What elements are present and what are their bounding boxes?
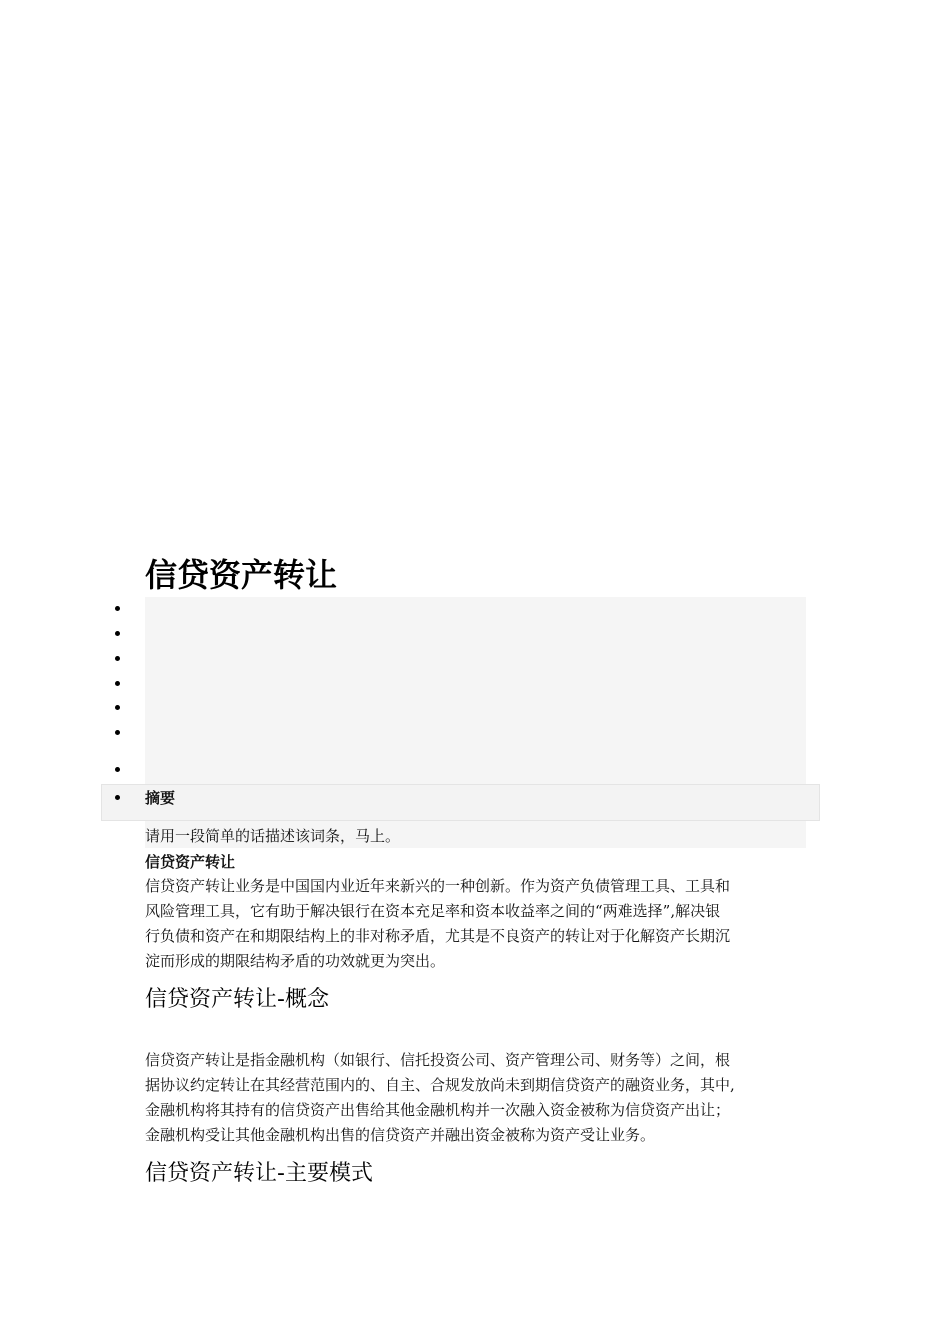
paragraph-line: 风险管理工具，它有助于解决银行在资本充足率和资本收益率之间的“两难选择”,解决银	[145, 902, 721, 920]
paragraph-line: 据协议约定转让在其经营范围内的、自主、合规发放尚未到期信贷资产的融资业务，其中,	[145, 1076, 735, 1094]
summary-bullet	[113, 793, 123, 803]
section-heading-modes: 信贷资产转让-主要模式	[145, 1161, 373, 1186]
paragraph-line: 行负债和资产在和期限结构上的非对称矛盾，尤其是不良资产的转让对于化解资产长期沉	[145, 927, 731, 945]
summary-label[interactable]: 摘要	[145, 789, 176, 807]
paragraph-line: 金融机构受让其他金融机构出售的信贷资产并融出资金被称为资产受让业务。	[145, 1126, 656, 1144]
section-heading-concept: 信贷资产转让-概念	[145, 987, 329, 1012]
paragraph-line: 金融机构将其持有的信贷资产出售给其他金融机构并一次融入资金被称为信贷资产出让；	[145, 1101, 731, 1119]
toc-bullet[interactable]	[113, 629, 123, 639]
paragraph-line: 淀而形成的期限结构矛盾的功效就更为突出。	[145, 952, 446, 970]
toc-item-summary[interactable]	[101, 784, 820, 821]
article-title: 信贷资产转让	[145, 556, 338, 594]
toc-bullet[interactable]	[113, 654, 123, 664]
summary-intro: 请用一段简单的话描述该词条，马上。	[145, 827, 401, 845]
toc-bullet[interactable]	[113, 765, 123, 775]
toc-bullet[interactable]	[113, 728, 123, 738]
paragraph-line: 信贷资产转让业务是中国国内业近年来新兴的一种创新。作为资产负债管理工具、工具和	[145, 877, 731, 895]
concept-paragraph	[145, 1048, 813, 1148]
summary-paragraph	[145, 874, 813, 974]
toc-bullet[interactable]	[113, 604, 123, 614]
paragraph-line: 信贷资产转让是指金融机构（如银行、信托投资公司、资产管理公司、财务等）之间，根	[145, 1051, 731, 1069]
summary-subtitle: 信贷资产转让	[145, 853, 236, 871]
toc-bullet[interactable]	[113, 679, 123, 689]
toc-bullet[interactable]	[113, 703, 123, 713]
